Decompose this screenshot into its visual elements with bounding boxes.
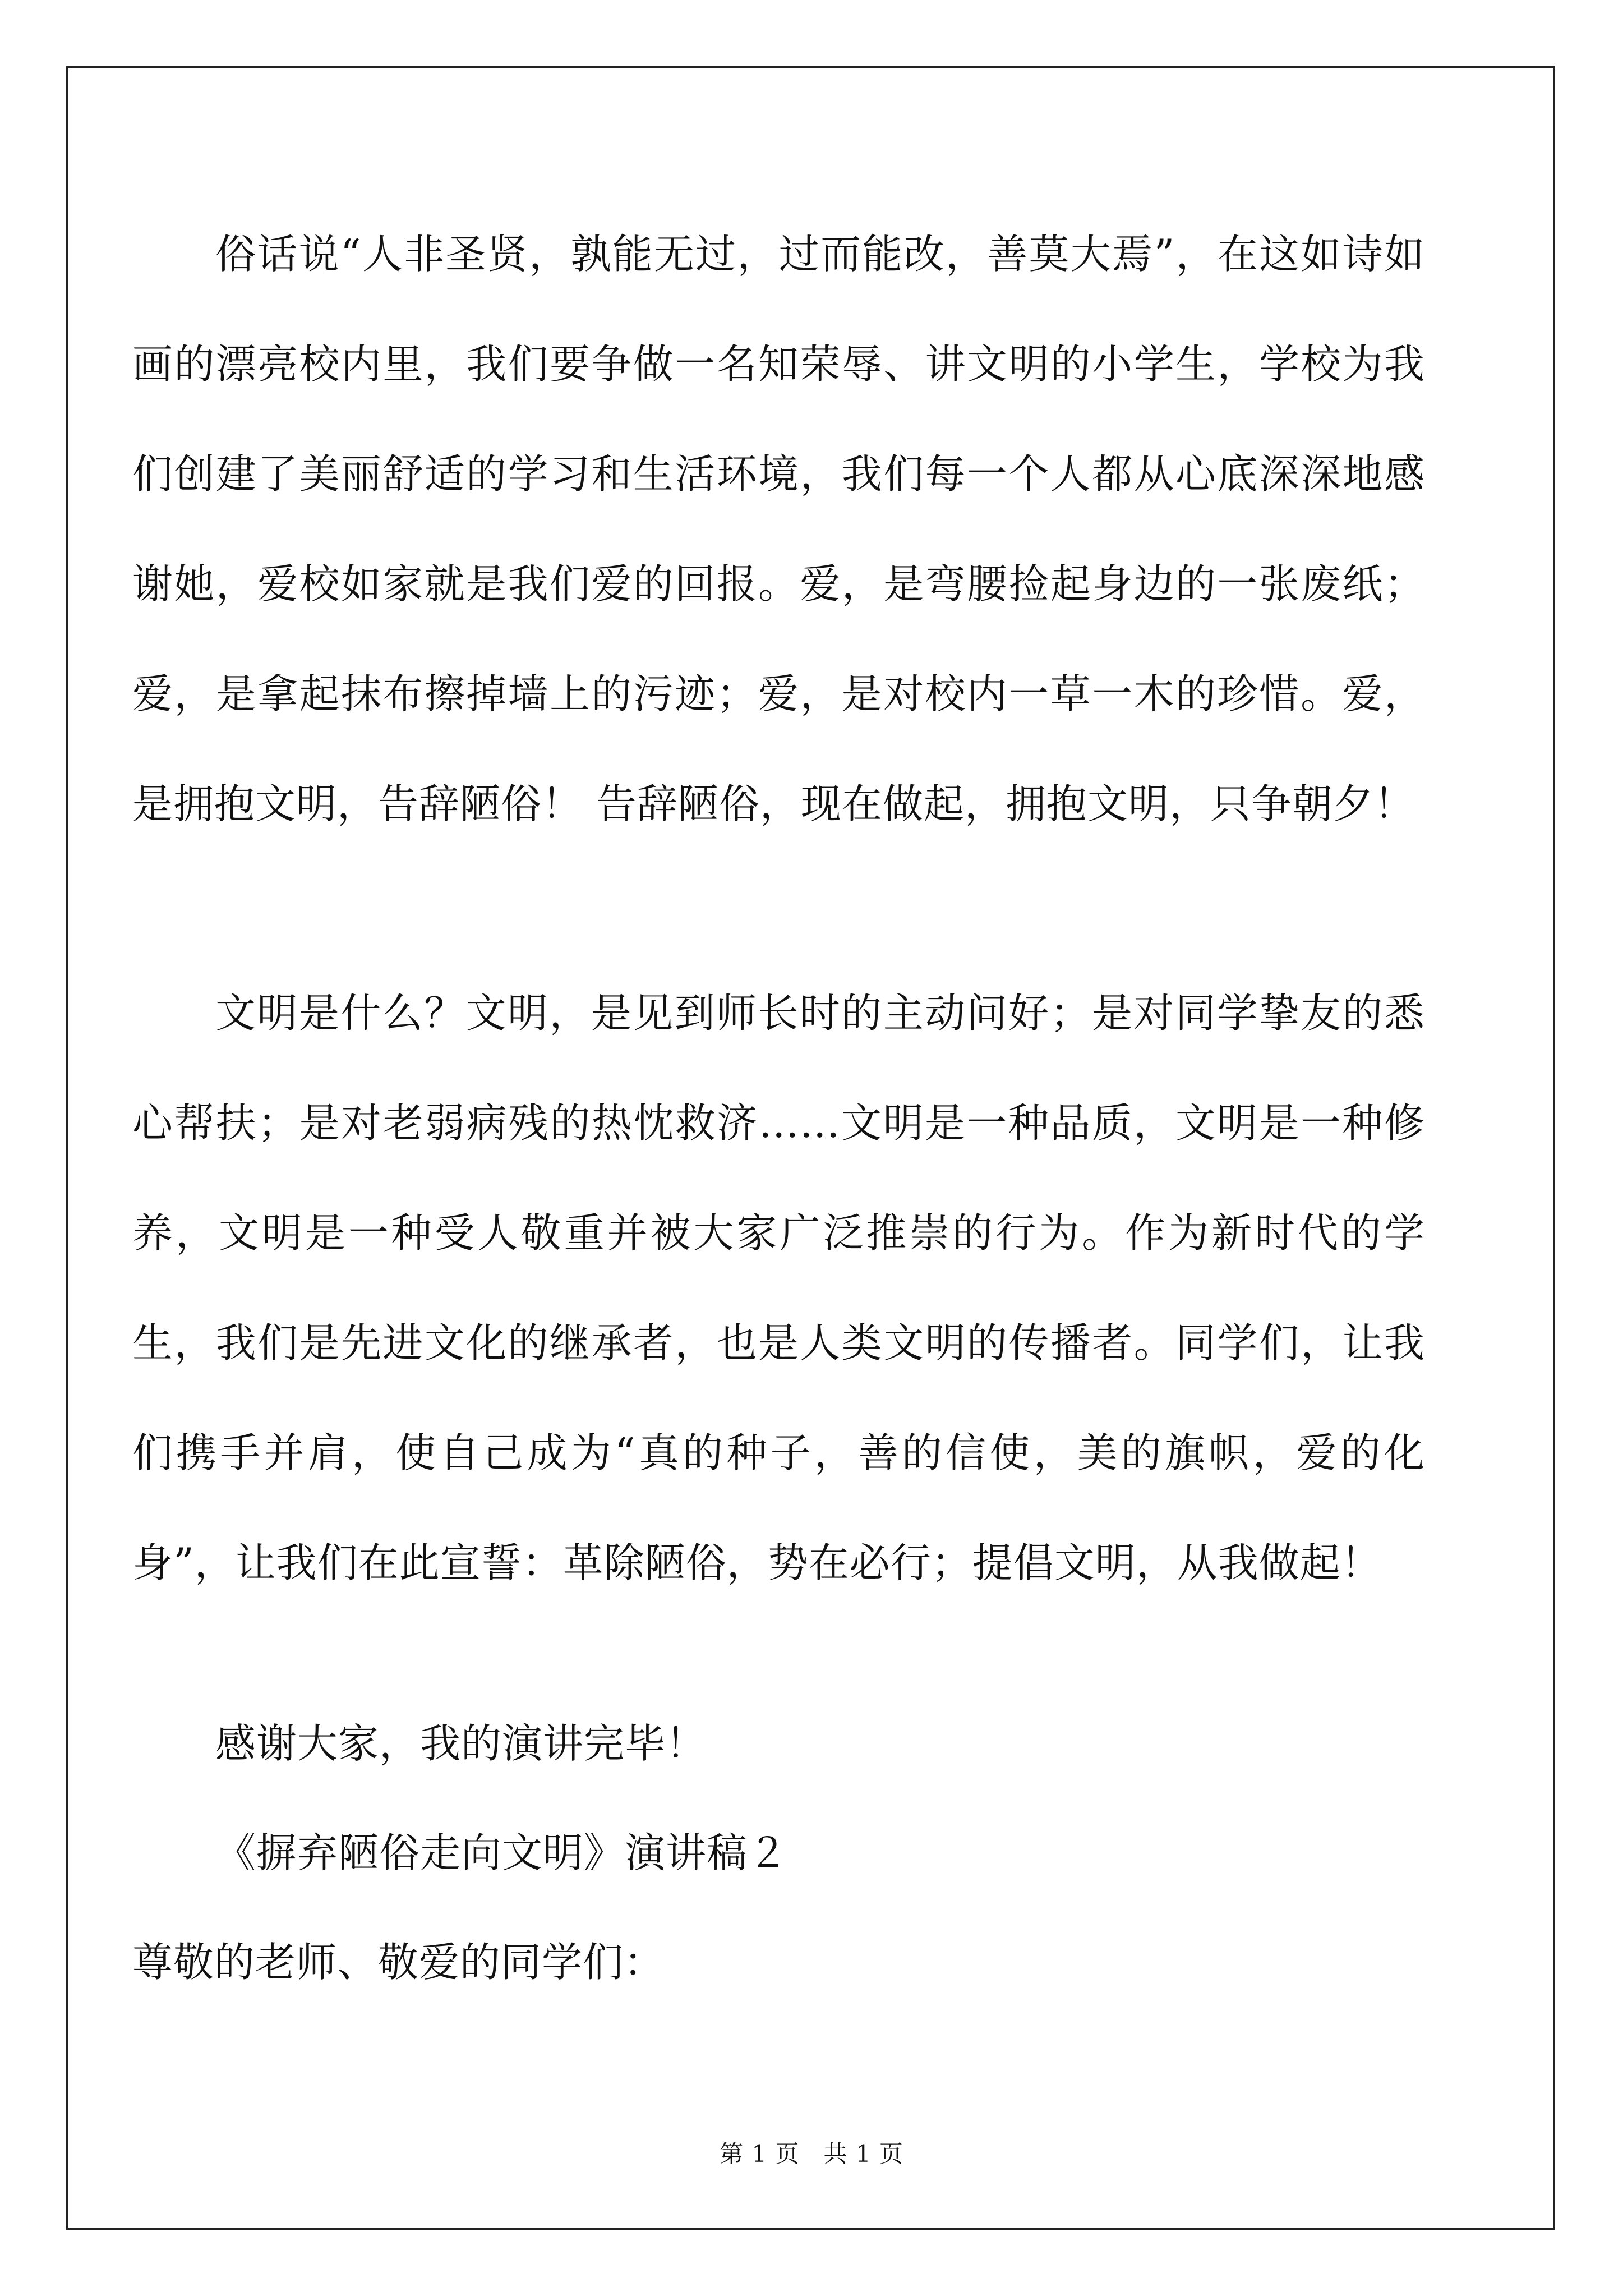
paragraph-3: 感谢大家，我的演讲完毕！ — [215, 1720, 707, 1767]
paragraph-2: 文明是什么？文明，是见到师长时的主动问好；是对同学挚友的悉心帮扶；是对老弱病残的热忱救济……文明是一种品质，文明是一种修养，文明是一种受人敬重并被大家广泛推崇的行为。作为新时代的学生，我们是先进文化的继承者，也是人类文明的传播者。同学们，让我们携手并肩，使自己成为“真的种子，善的信使，美的旗帜，爱的化身”，让我们在此宣誓：革除陋俗，势在必行；提倡文明，从我做起！ — [132, 990, 1425, 1586]
salutation: 尊敬的老师、敬爱的同学们： — [132, 1939, 665, 1986]
speech-title: 《摒弃陋俗走向文明》演讲稿２ — [215, 1829, 789, 1876]
paragraph-1: 俗话说“人非圣贤，孰能无过，过而能改，善莫大焉”，在这如诗如画的漂亮校内里，我们要争做一名知荣辱、讲文明的小学生，学校为我们创建了美丽舒适的学习和生活环境，我们每一个人都从心底深深地感谢她，爱校如家就是我们爱的回报。爱，是弯腰捡起身边的一张废纸；爱，是拿起抹布擦掉墙上的污迹；爱，是对校内一草一木的珍惜。爱，是拥抱文明，告辞陋俗！ 告辞陋俗，现在做起，拥抱文明，只争朝夕！ — [132, 231, 1425, 827]
page-footer: 第 1 页 共 1 页 — [720, 2140, 903, 2168]
